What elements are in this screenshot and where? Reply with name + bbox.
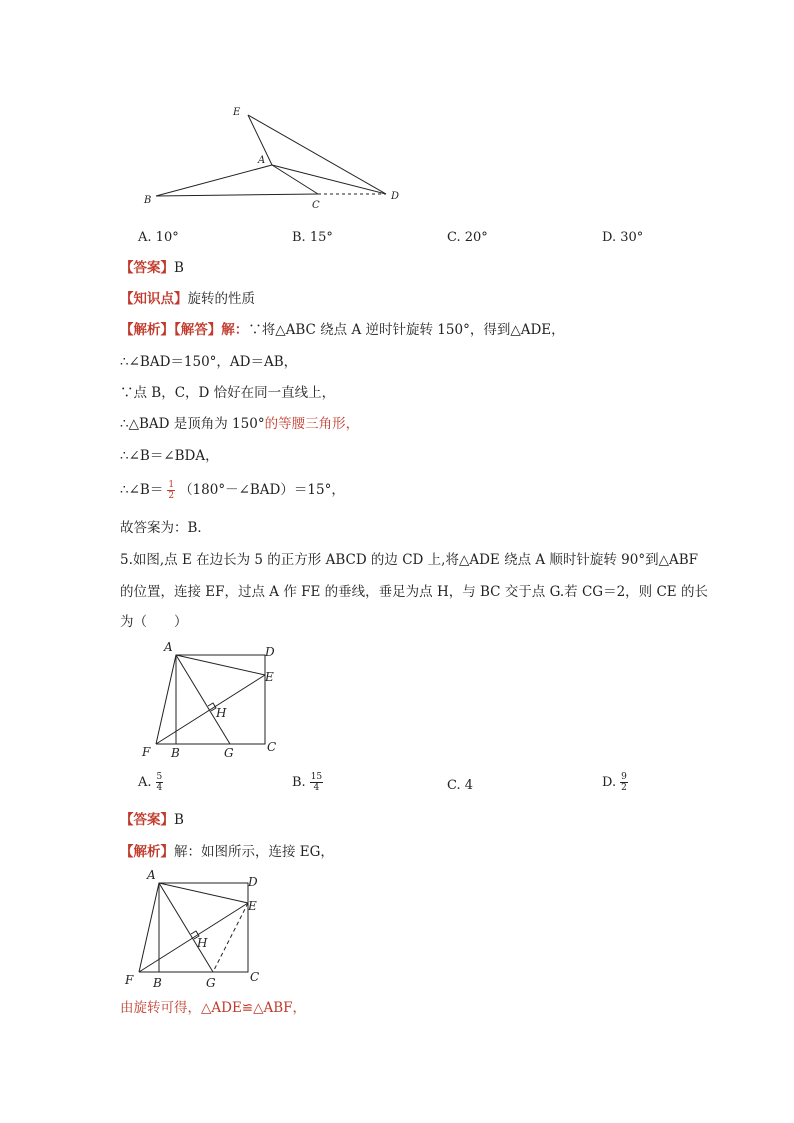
fraction-one-half: $\frac{1}{2}$ xyxy=(168,480,175,501)
q5-stem-line1: 5.如图,点 E 在边长为 5 的正方形 ABCD 的边 CD 上,将△ADE 绕点 A 顺时针旋转 90°到△ABF xyxy=(120,552,699,568)
q4-option-c: C. 20° xyxy=(447,230,488,245)
segment-af xyxy=(156,655,176,744)
label-c: C xyxy=(250,970,260,984)
label-c: C xyxy=(312,200,320,211)
q4-option-b: B. 15° xyxy=(292,230,333,245)
segment-bc xyxy=(156,194,318,196)
label-e: E xyxy=(233,107,241,118)
figure-square-rotation-with-eg xyxy=(118,866,278,991)
label-b: B xyxy=(171,746,180,760)
label-d: D xyxy=(248,875,258,889)
square-abcd xyxy=(159,883,248,972)
label-a: A xyxy=(147,868,156,882)
q4-analysis-line1: 【解析】【解答】解：∵将△ABC 绕点 A 逆时针旋转 150°，得到△ADE， xyxy=(120,322,565,338)
label-b: B xyxy=(144,195,152,206)
q4-analysis-line3: ∵点 B，C，D 恰好在同一直线上， xyxy=(120,385,336,401)
q5-analysis: 【解析】解：如图所示，连接 EG， xyxy=(120,844,334,860)
q4-conclusion: 故答案为：B． xyxy=(120,520,211,536)
label-d: D xyxy=(391,191,400,202)
q4-analysis-line5: ∴∠B＝∠BDA， xyxy=(120,448,219,464)
q4-answer: 【答案】B xyxy=(120,260,184,276)
segment-eg-dashed xyxy=(213,903,248,972)
label-g: G xyxy=(224,746,234,760)
label-a: A xyxy=(164,640,173,654)
label-h: H xyxy=(216,706,227,720)
q4-knowledge-point: 【知识点】旋转的性质 xyxy=(120,291,255,307)
q4-option-d: D. 30° xyxy=(602,230,644,245)
figure-square-rotation xyxy=(135,638,295,763)
segment-ab xyxy=(156,165,272,196)
q5-analysis-last: 由旋转可得，△ADE≌△ABF， xyxy=(120,1000,307,1016)
q5-stem-line2: 的位置，连接 EF，过点 A 作 FE 的垂线，垂足为点 H，与 BC 交于点 G.若 CG＝2，则 CE 的长 xyxy=(120,584,708,600)
label-a: A xyxy=(258,155,266,166)
label-e: E xyxy=(265,670,274,684)
label-f: F xyxy=(142,745,151,759)
q4-option-a: A. 10° xyxy=(138,230,179,245)
segment-af xyxy=(139,883,159,972)
segment-fe xyxy=(156,675,265,744)
segment-ad xyxy=(272,165,386,194)
q4-analysis-line2: ∴∠BAD＝150°，AD＝AB， xyxy=(120,354,298,370)
q5-option-a: A. $\frac{5}{4}$ xyxy=(138,772,163,793)
q5-option-d: D. $\frac{9}{2}$ xyxy=(602,772,627,793)
segment-ae xyxy=(159,883,248,903)
label-b: B xyxy=(153,976,162,990)
q5-option-c: C. 4 xyxy=(447,778,474,793)
label-h: H xyxy=(197,936,208,950)
label-g: G xyxy=(206,976,216,990)
q4-analysis-line4: ∴△BAD 是顶角为 150°的等腰三角形， xyxy=(120,416,360,432)
segment-ae xyxy=(176,655,265,675)
figure-rotation-triangles xyxy=(130,95,420,215)
label-f: F xyxy=(125,973,134,987)
label-e: E xyxy=(248,899,257,913)
q5-stem-line3: 为（ ） xyxy=(120,614,188,630)
q5-option-b: B. $\frac{15}{4}$ xyxy=(292,772,323,793)
segment-eb xyxy=(248,115,386,194)
segment-fe xyxy=(139,903,248,972)
segment-ac xyxy=(272,165,318,194)
label-d: D xyxy=(265,645,275,659)
segment-ag xyxy=(159,883,213,972)
q5-answer: 【答案】B xyxy=(120,812,184,828)
label-c: C xyxy=(267,740,277,754)
square-abcd xyxy=(176,655,265,744)
segment-ag xyxy=(176,655,230,744)
q4-analysis-line6: ∴∠B＝ $\frac{1}{2}$ （180°－∠BAD）＝15°， xyxy=(120,480,345,501)
